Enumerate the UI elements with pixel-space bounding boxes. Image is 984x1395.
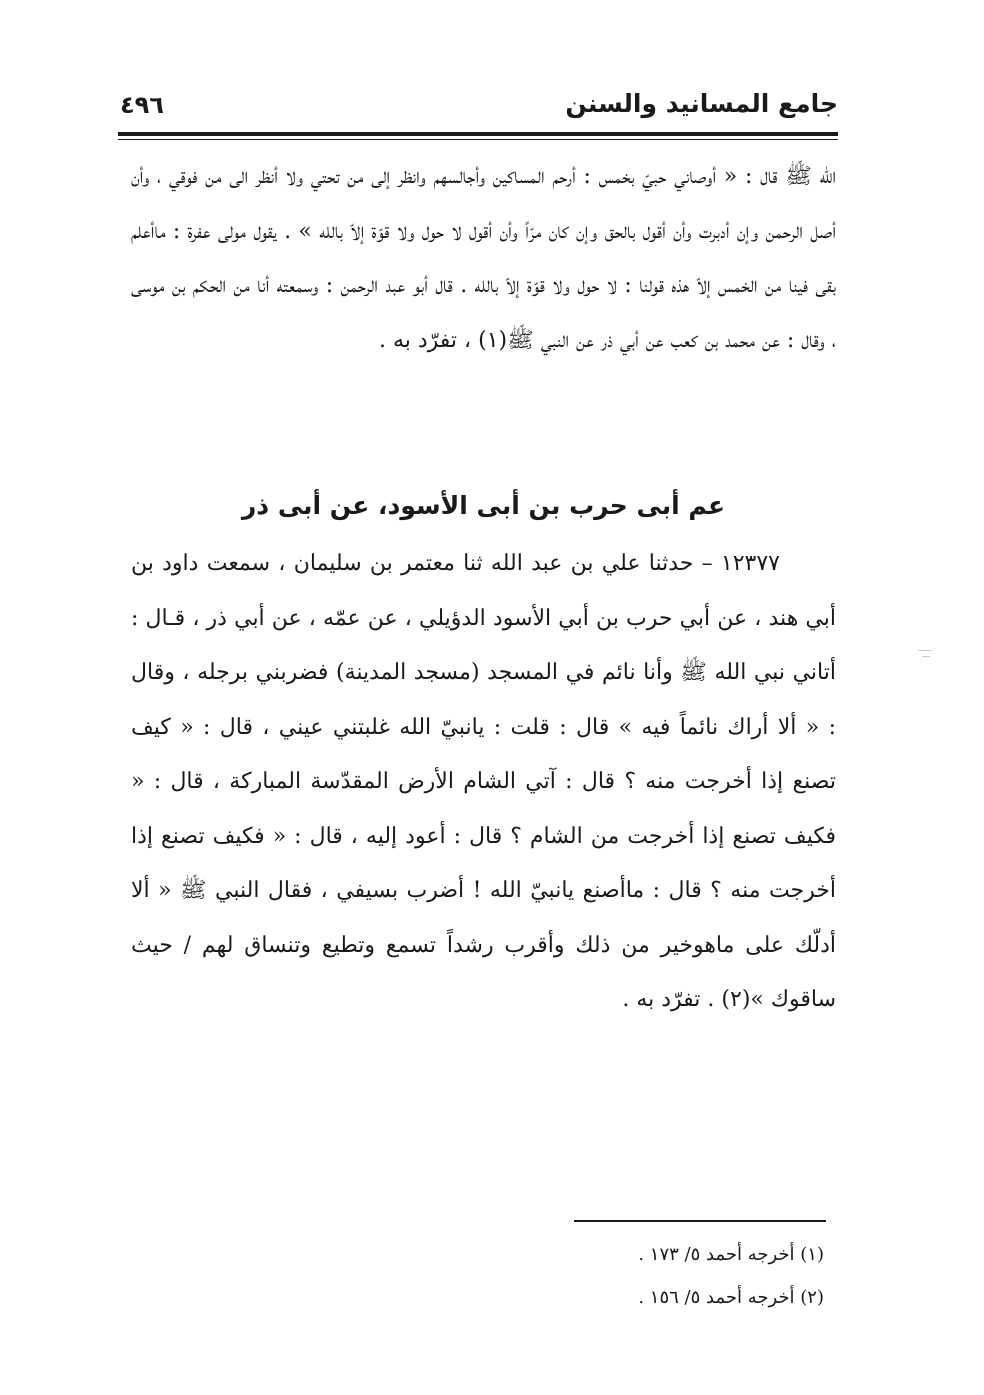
header-rule bbox=[118, 132, 838, 136]
hadith-paragraph bbox=[131, 537, 836, 1028]
footnote: (١) أخرجه أحمد ٥/ ١٧٣ . bbox=[638, 1244, 824, 1265]
footnote: (٢) أخرجه أحمد ٥/ ١٥٦ . bbox=[638, 1287, 824, 1308]
scan-speck bbox=[922, 656, 930, 657]
paragraph-continuation: الله ﷺ قال : « أوصاني حبيّ بخمس : أرحم المساكين وأجالسهم وانظر إلى من تحتي ولا أنظر الى من فوقي ، وأن أصل الرحمن وإن أدبرت وأن أقول بالحق وإن كان مرّاً وأن أقول لا حول ولا قوّة إلاّ بالله » . يقول مولى عفرة : ماأعلم بقى فينا من الخمس إلاّ هذه قولنا : لا حول ولا قوّة إلاّ بالله . قال أبو عبد الرحمن : وسمعته أنا من الحكم بن موسى ، وقال : عن محمد بن كعب عن أبي ذر عن النبي ﷺ(١) ، تفرّد به . bbox=[131, 164, 836, 353]
running-header bbox=[118, 80, 838, 132]
footnote-separator bbox=[574, 1220, 826, 1222]
page-number: ٤٩٦ bbox=[120, 91, 164, 119]
book-title: جامع المسانيد والسنن bbox=[565, 89, 838, 118]
section-heading: عم أبى حرب بن أبى الأسود، عن أبى ذر bbox=[241, 491, 726, 520]
header-rule-thin bbox=[118, 139, 838, 140]
hadith-text: ١٢٣٧٧ – حدثنا علي بن عبد الله ثنا معتمر بن سليمان ، سمعت داود بن أبي هند ، عن أبي حرب بن أبي الأسود الدؤيلي ، عن عمّه ، عن أبي ذر ، قـال : أتاني نبي الله ﷺ وأنا نائم في المسجد (مسجد المدينة) فضربني برجله ، وقال : « ألا أراك نائماً فيه » قال : قلت : يانبيّ الله غلبتني عيني ، قال : « كيف تصنع إذا أخرجت منه ؟ قال : آتي الشام الأرض المقدّسة المباركة ، قال : « فكيف تصنع إذا أخرجت من الشام ؟ قال : أعود إليه ، قال : « فكيف تصنع إذا أخرجت منه ؟ قال : ماأصنع يانبيّ الله ! أضرب بسيفي ، فقال النبي ﷺ « ألا أدلّك على ماهوخير من ذلك وأقرب رشداً تسمع وتطيع وتنساق لهم / حيث ساقوك »(٢) . تفرّد به . bbox=[131, 551, 836, 1012]
scan-speck bbox=[918, 650, 932, 651]
